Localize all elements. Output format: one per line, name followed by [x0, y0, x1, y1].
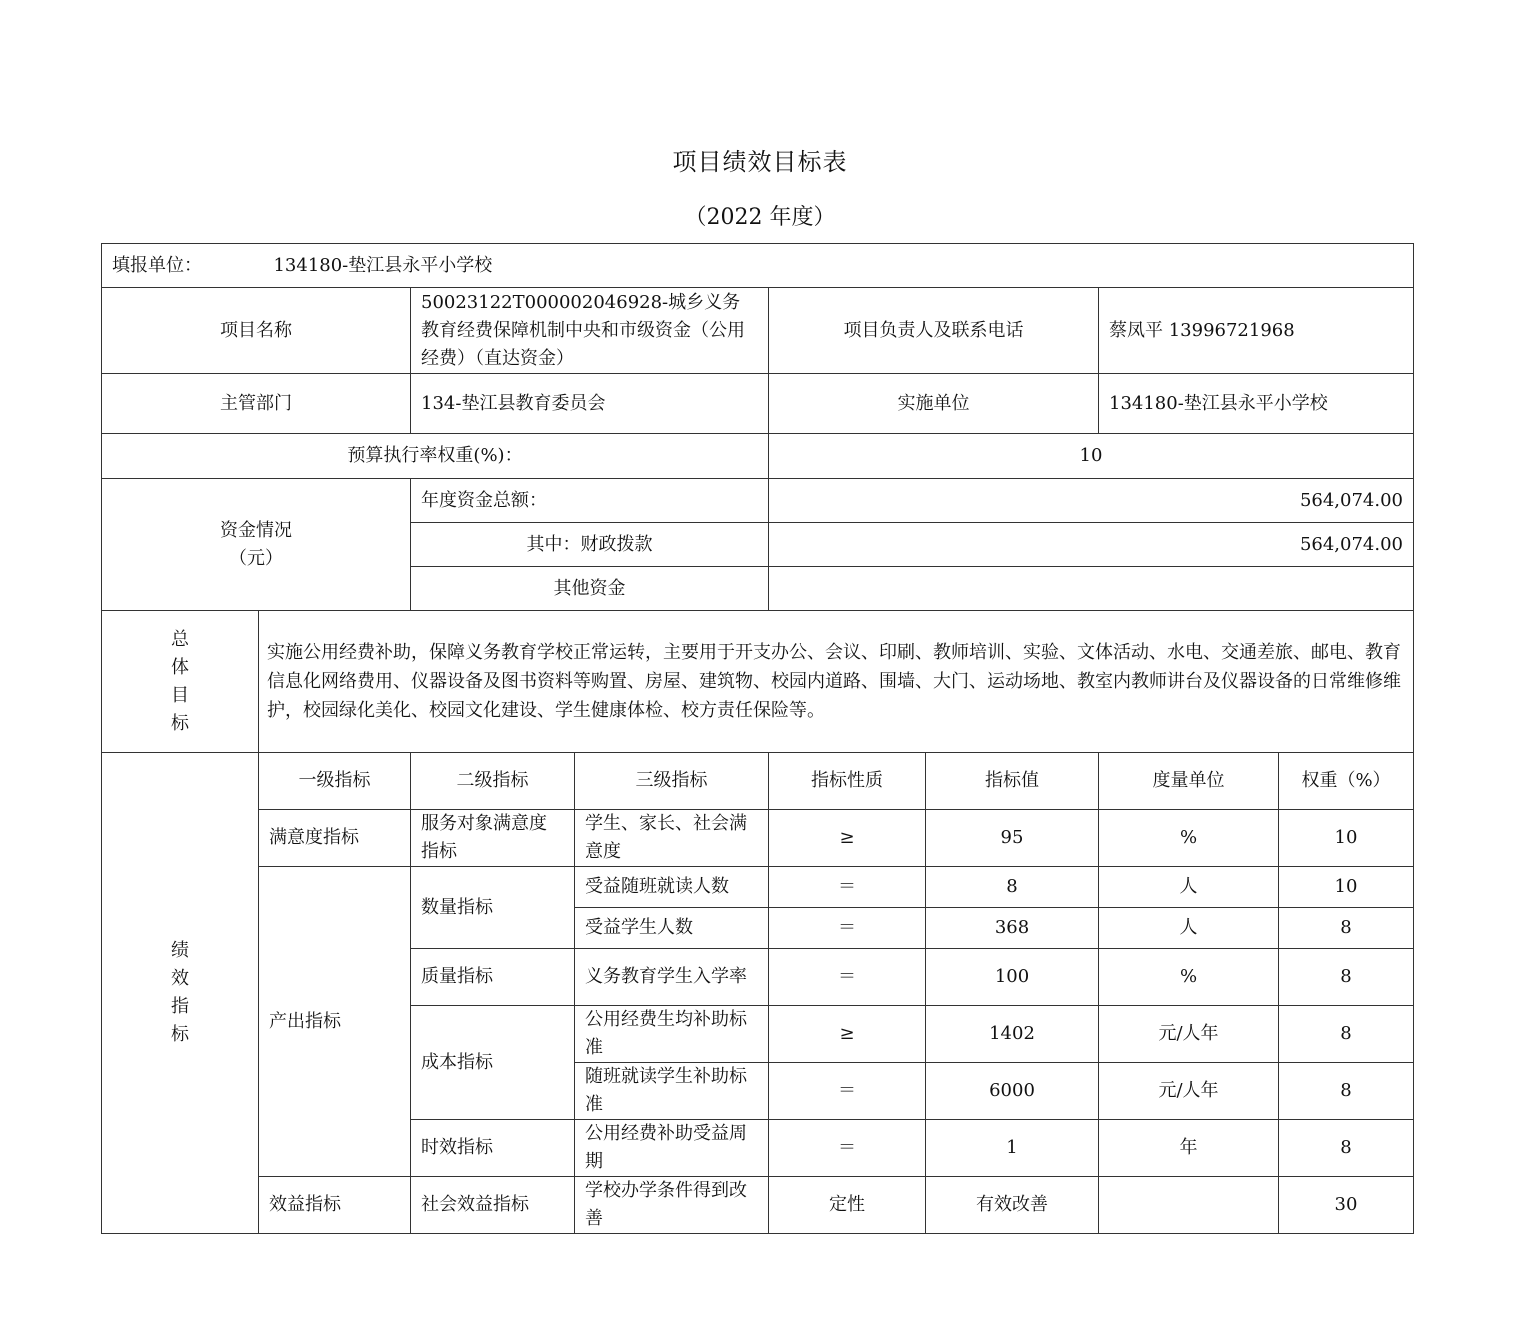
- level3-name: 公用经费生均补助标准: [575, 1006, 769, 1063]
- project-name-label: 项目名称: [102, 288, 411, 374]
- budget-rate-value: 10: [769, 434, 1414, 479]
- indicator-header-row: [102, 753, 1414, 810]
- level2-quantity: 数量指标: [411, 867, 575, 949]
- header-weight: 权重（%）: [1279, 753, 1414, 810]
- header-level3: 三级指标: [575, 753, 769, 810]
- budget-rate-label: 预算执行率权重(%)：: [102, 434, 769, 479]
- overall-goal-label-char: 体: [171, 656, 189, 678]
- department-label: 主管部门: [102, 374, 411, 434]
- level3-name: 学校办学条件得到改善: [575, 1177, 769, 1234]
- overall-goal-row: [102, 611, 1414, 753]
- level3-name: 随班就读学生补助标准: [575, 1063, 769, 1120]
- level2-cost: 成本指标: [411, 1006, 575, 1120]
- impl-unit-label: 实施单位: [769, 374, 1099, 434]
- overall-goal-label: [102, 611, 259, 753]
- unit-cell: %: [1099, 810, 1279, 867]
- budget-rate-row: [102, 434, 1414, 479]
- level3-name: 公用经费补助受益周期: [575, 1120, 769, 1177]
- funds-label-line1: 资金情况: [220, 519, 292, 541]
- department-value: 134-垫江县教育委员会: [411, 374, 769, 434]
- header-level1: 一级指标: [259, 753, 411, 810]
- unit-cell: 人: [1099, 867, 1279, 908]
- page-subtitle-year: （2022 年度）: [684, 205, 836, 230]
- project-name-row: [102, 288, 1414, 374]
- indicators-label-char: 绩: [171, 940, 189, 961]
- funds-other-value: [769, 567, 1414, 611]
- overall-goal-text: 实施公用经费补助，保障义务教育学校正常运转，主要用于开支办公、会议、印刷、教师培训、实验、文体活动、水电、交通差旅、邮电、教育信息化网络费用、仪器设备及图书资料等购置、房屋、建筑物、校园内道路、围墙、大门、运动场地、教室内教师讲台及仪器设备的日常维修维护，校园绿化美化、校园文化建设、学生健康体检、校方责任保险等。: [259, 611, 1414, 753]
- level1-benefit: 效益指标: [259, 1177, 411, 1234]
- header-value: 指标值: [926, 753, 1099, 810]
- indicators-label: [102, 753, 259, 1234]
- table-row: [102, 810, 1414, 867]
- weight-cell: 8: [1279, 1006, 1414, 1063]
- overall-goal-label-char: 总: [171, 628, 189, 650]
- page-title: 项目绩效目标表: [672, 148, 848, 176]
- unit-cell: 元/人年: [1099, 1063, 1279, 1120]
- nature-cell: ＝: [769, 908, 926, 949]
- level2-timeliness: 时效指标: [411, 1120, 575, 1177]
- weight-cell: 8: [1279, 1120, 1414, 1177]
- reporting-unit-label: 填报单位：: [112, 254, 202, 276]
- level1-satisfaction: 满意度指标: [259, 810, 411, 867]
- level1-output: 产出指标: [259, 867, 411, 1177]
- value-cell: 95: [926, 810, 1099, 867]
- project-name-value: 50023122T000002046928-城乡义务教育经费保障机制中央和市级资金（公用经费）（直达资金）: [411, 288, 769, 374]
- nature-cell: 定性: [769, 1177, 926, 1234]
- level2-quality: 质量指标: [411, 949, 575, 1006]
- weight-cell: 8: [1279, 949, 1414, 1006]
- unit-cell: 人: [1099, 908, 1279, 949]
- nature-cell: ≥: [769, 1006, 926, 1063]
- funds-total-value: 564,074.00: [769, 479, 1414, 523]
- nature-cell: ＝: [769, 867, 926, 908]
- value-cell: 8: [926, 867, 1099, 908]
- value-cell: 1402: [926, 1006, 1099, 1063]
- overall-goal-label-char: 目: [171, 684, 189, 706]
- contact-label: 项目负责人及联系电话: [769, 288, 1099, 374]
- funds-other-label: 其他资金: [411, 567, 769, 611]
- reporting-unit-row: [102, 244, 1414, 288]
- reporting-unit-value: 134180-垫江县永平小学校: [273, 254, 493, 276]
- contact-value: 蔡凤平 13996721968: [1099, 288, 1414, 374]
- funds-fiscal-label: 其中：财政拨款: [411, 523, 769, 567]
- header-nature: 指标性质: [769, 753, 926, 810]
- funds-fiscal-value: 564,074.00: [769, 523, 1414, 567]
- level2-social: 社会效益指标: [411, 1177, 575, 1234]
- unit-cell: [1099, 1177, 1279, 1234]
- header-unit: 度量单位: [1099, 753, 1279, 810]
- value-cell: 100: [926, 949, 1099, 1006]
- level3-name: 受益学生人数: [575, 908, 769, 949]
- indicators-label-char: 标: [171, 1024, 189, 1045]
- impl-unit-value: 134180-垫江县永平小学校: [1099, 374, 1414, 434]
- unit-cell: %: [1099, 949, 1279, 1006]
- nature-cell: ＝: [769, 949, 926, 1006]
- reporting-unit-cell: [102, 244, 1414, 288]
- table-row: [102, 867, 1414, 908]
- nature-cell: ＝: [769, 1063, 926, 1120]
- value-cell: 有效改善: [926, 1177, 1099, 1234]
- value-cell: 6000: [926, 1063, 1099, 1120]
- nature-cell: ≥: [769, 810, 926, 867]
- value-cell: 1: [926, 1120, 1099, 1177]
- performance-target-table: [101, 243, 1414, 1234]
- weight-cell: 10: [1279, 810, 1414, 867]
- funds-total-row: [102, 479, 1414, 523]
- level2-service-satisfaction: 服务对象满意度指标: [411, 810, 575, 867]
- level3-name: 义务教育学生入学率: [575, 949, 769, 1006]
- indicators-label-char: 效: [171, 968, 189, 989]
- funds-label: [102, 479, 411, 611]
- nature-cell: ＝: [769, 1120, 926, 1177]
- level3-name: 受益随班就读人数: [575, 867, 769, 908]
- table-row: [102, 1177, 1414, 1234]
- unit-cell: 元/人年: [1099, 1006, 1279, 1063]
- indicators-label-char: 指: [171, 996, 189, 1017]
- unit-cell: 年: [1099, 1120, 1279, 1177]
- overall-goal-label-char: 标: [171, 712, 189, 734]
- weight-cell: 30: [1279, 1177, 1414, 1234]
- department-row: [102, 374, 1414, 434]
- value-cell: 368: [926, 908, 1099, 949]
- weight-cell: 8: [1279, 908, 1414, 949]
- funds-label-line2: （元）: [229, 547, 283, 569]
- funds-total-label: 年度资金总额：: [411, 479, 769, 523]
- weight-cell: 10: [1279, 867, 1414, 908]
- weight-cell: 8: [1279, 1063, 1414, 1120]
- header-level2: 二级指标: [411, 753, 575, 810]
- level3-name: 学生、家长、社会满意度: [575, 810, 769, 867]
